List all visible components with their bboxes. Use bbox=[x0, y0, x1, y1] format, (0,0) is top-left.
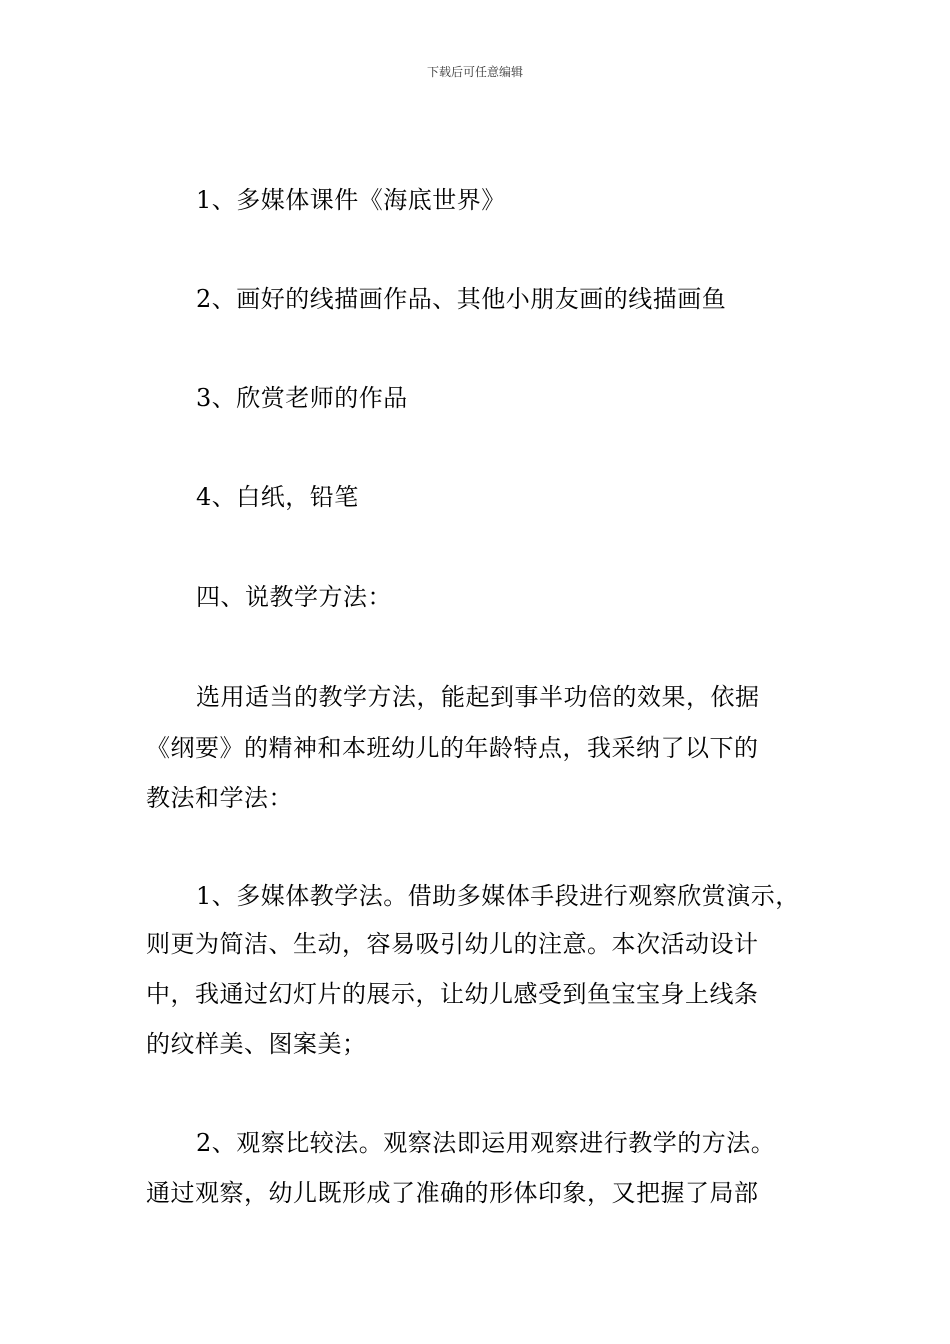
paragraph-line: 中，我通过幻灯片的展示，让幼儿感受到鱼宝宝身上线条 bbox=[146, 980, 759, 1008]
section-heading: 四、说教学方法： bbox=[196, 583, 392, 611]
material-item-2: 2、画好的线描画作品、其他小朋友画的线描画鱼 bbox=[196, 285, 727, 313]
material-item-4: 4、白纸，铅笔 bbox=[196, 483, 359, 511]
paragraph-line: 教法和学法： bbox=[146, 784, 293, 812]
paragraph-line: 《纲要》的精神和本班幼儿的年龄特点，我采纳了以下的 bbox=[146, 734, 759, 762]
paragraph-line: 通过观察，幼儿既形成了准确的形体印象，又把握了局部 bbox=[146, 1179, 759, 1207]
material-item-3: 3、欣赏老师的作品 bbox=[196, 384, 408, 412]
page-header: 下载后可任意编辑 bbox=[426, 65, 523, 79]
paragraph-line: 2、观察比较法。观察法即运用观察进行教学的方法。 bbox=[196, 1129, 776, 1157]
paragraph-line: 选用适当的教学方法，能起到事半功倍的效果，依据 bbox=[196, 683, 760, 711]
paragraph-line: 的纹样美、图案美； bbox=[146, 1030, 367, 1058]
paragraph-line: 1、多媒体教学法。借助多媒体手段进行观察欣赏演示， bbox=[196, 882, 800, 910]
material-item-1: 1、多媒体课件《海底世界》 bbox=[196, 186, 506, 214]
paragraph-line: 则更为简洁、生动，容易吸引幼儿的注意。本次活动设计 bbox=[146, 930, 759, 958]
